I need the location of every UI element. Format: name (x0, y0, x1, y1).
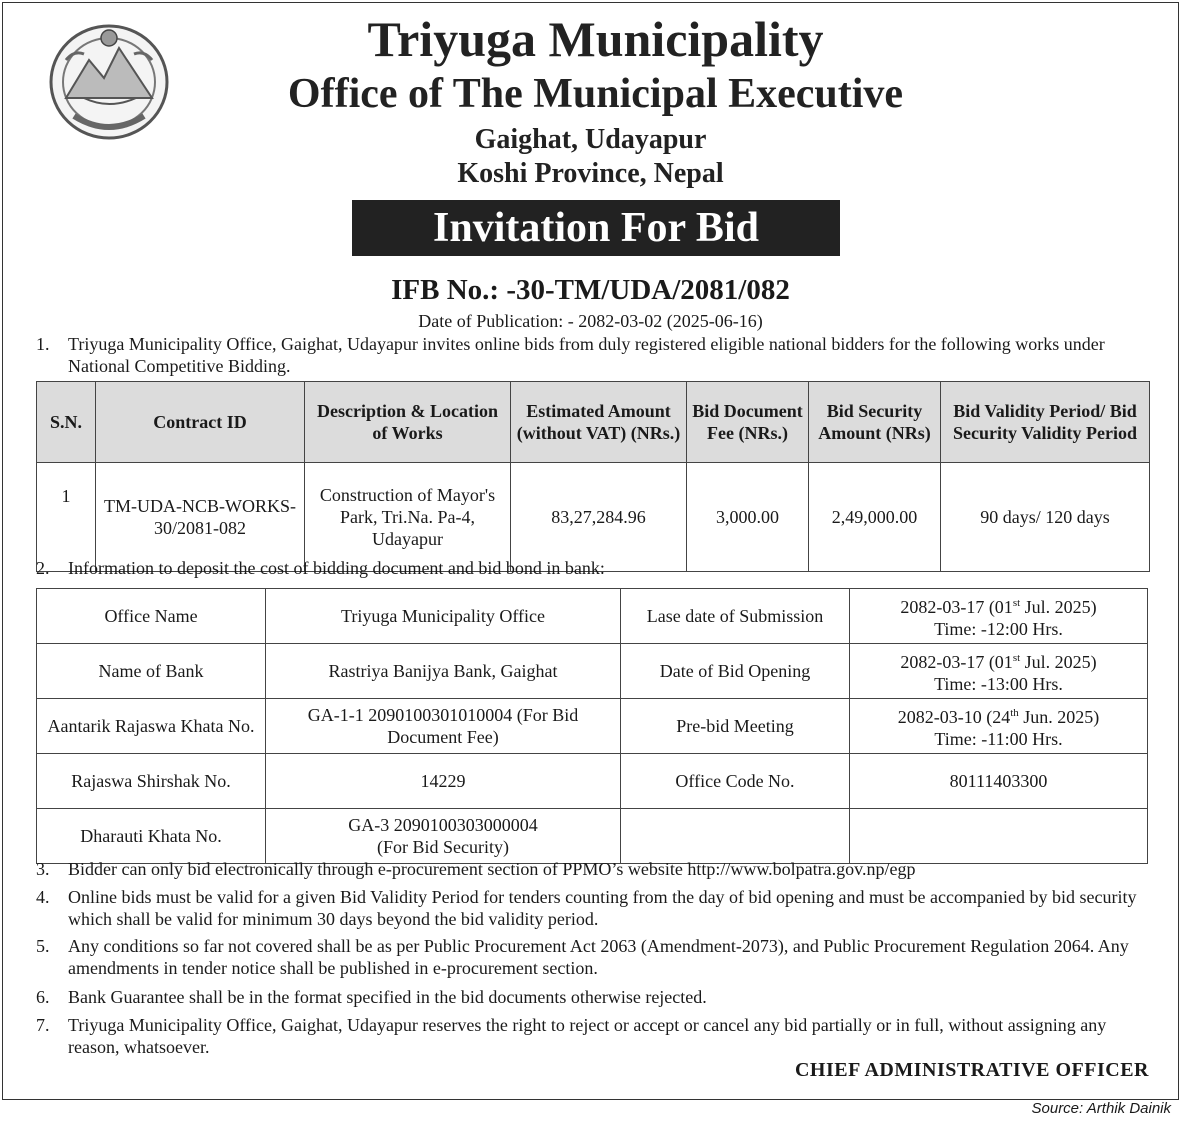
paragraph-number: 7. (36, 1015, 50, 1035)
date-rest: Jul. 2025) (1020, 597, 1097, 617)
col-header-contract-id: Contract ID (96, 382, 305, 463)
cell-estimated-amount: 83,27,284.96 (511, 463, 687, 572)
label-bank-name: Name of Bank (37, 644, 266, 699)
col-header-bid-security: Bid Security Amount (NRs) (809, 382, 941, 463)
paragraph-text: Triyuga Municipality Office, Gaighat, Udayapur reserves the right to reject or accept or cancel any bid partially or in full, without assigning any reason, whatsoever. (68, 1015, 1107, 1057)
table-row (37, 809, 1148, 864)
paragraph-7 (36, 1014, 1146, 1060)
paragraph-text: Online bids must be valid for a given Bid Validity Period for tenders counting from the day of bid opening and must be accompanied by bid security which shall be valid for minimum 30 days beyond the bid validity period. (68, 887, 1137, 929)
bank-info-table (36, 588, 1148, 864)
source-credit: Source: Arthik Dainik (1031, 1100, 1171, 1117)
empty-cell (850, 809, 1148, 864)
label-office-name: Office Name (37, 589, 266, 644)
value-aantarik-khata: GA-1-1 2090100301010004 (For Bid Document Fee) (266, 699, 621, 754)
paragraph-text: Bidder can only bid electronically through e-procurement section of PPMO’s website http://www.bolpatra.gov.np/egp (68, 859, 916, 879)
col-header-sn: S.N. (37, 382, 96, 463)
value-dharauti-khata (266, 809, 621, 864)
date-text: 2082-03-10 (24 (897, 707, 1011, 727)
account-number: GA-3 2090100303000004 (348, 815, 538, 835)
paragraph-text: Information to deposit the cost of bidding document and bid bond in bank: (68, 558, 605, 578)
paragraph-5 (36, 935, 1146, 981)
cell-description: Construction of Mayor's Park, Tri.Na. Pa-4, Udayapur (305, 463, 511, 572)
label-last-submission: Lase date of Submission (621, 589, 850, 644)
paragraph-number: 2. (36, 558, 50, 578)
signatory: CHIEF ADMINISTRATIVE OFFICER (794, 1059, 1149, 1081)
paragraph-text: Triyuga Municipality Office, Gaighat, Udayapur invites online bids from duly registered eligible national bidders for the following works under National Competitive Bidding. (68, 334, 1105, 376)
date-rest: Jun. 2025) (1018, 707, 1100, 727)
value-office-code: 80111403300 (850, 754, 1148, 809)
cell-bid-security: 2,49,000.00 (809, 463, 941, 572)
cell-contract-id: TM-UDA-NCB-WORKS-30/2081-082 (96, 463, 305, 572)
date-text: 2082-03-17 (01 (900, 652, 1013, 672)
publication-date: Date of Publication: - 2082-03-02 (2025-06-16) (418, 311, 763, 331)
office-subtitle: Office of The Municipal Executive (287, 71, 904, 117)
works-table (36, 381, 1150, 572)
time-text: Time: -11:00 Hrs. (934, 729, 1063, 749)
label-office-code: Office Code No. (621, 754, 850, 809)
col-header-bid-fee: Bid Document Fee (NRs.) (687, 382, 809, 463)
paragraph-text: Any conditions so far not covered shall be as per Public Procurement Act 2063 (Amendment-2073), and Public Procurement Regulation 2064. Any amendments in tender notice shall be published in e-procurement section. (68, 936, 1129, 978)
paragraph-number: 4. (36, 887, 50, 907)
paragraph-1 (36, 333, 1146, 379)
date-text: 2082-03-17 (01 (900, 597, 1013, 617)
value-rajaswa-shirshak: 14229 (266, 754, 621, 809)
address-line-2: Koshi Province, Nepal (457, 158, 724, 189)
paragraph-6 (36, 986, 1146, 1008)
paragraph-number: 5. (36, 936, 50, 956)
paragraph-3 (36, 858, 1146, 880)
paragraph-number: 3. (36, 859, 50, 879)
municipality-title: Triyuga Municipality (367, 11, 824, 67)
invitation-banner: Invitation For Bid (352, 200, 840, 256)
cell-validity: 90 days/ 120 days (941, 463, 1150, 572)
paragraph-text: Bank Guarantee shall be in the format specified in the bid documents otherwise rejected. (68, 987, 707, 1007)
ifb-number: IFB No.: -30-TM/UDA/2081/082 (391, 274, 790, 306)
label-rajaswa-shirshak: Rajaswa Shirshak No. (37, 754, 266, 809)
empty-cell (621, 809, 850, 864)
label-dharauti-khata: Dharauti Khata No. (37, 809, 266, 864)
label-pre-bid: Pre-bid Meeting (621, 699, 850, 754)
address-line-1: Gaighat, Udayapur (474, 124, 707, 155)
table-row (37, 699, 1148, 754)
value-bank-name: Rastriya Banijya Bank, Gaighat (266, 644, 621, 699)
paragraph-number: 1. (36, 334, 50, 354)
date-suffix: th (1010, 707, 1019, 719)
col-header-estimated-amount: Estimated Amount (without VAT) (NRs.) (511, 382, 687, 463)
col-header-validity: Bid Validity Period/ Bid Security Validity Period (941, 382, 1150, 463)
table-row (37, 463, 1150, 572)
value-bid-opening (850, 644, 1148, 699)
date-suffix: st (1012, 597, 1021, 609)
table-row (37, 644, 1148, 699)
label-bid-opening: Date of Bid Opening (621, 644, 850, 699)
time-text: Time: -12:00 Hrs. (934, 619, 1063, 639)
table-row (37, 589, 1148, 644)
label-aantarik-khata: Aantarik Rajaswa Khata No. (37, 699, 266, 754)
table-header-row (37, 382, 1150, 463)
paragraph-number: 6. (36, 987, 50, 1007)
account-note: (For Bid Security) (377, 837, 509, 857)
date-suffix: st (1012, 652, 1021, 664)
date-rest: Jul. 2025) (1020, 652, 1097, 672)
table-row (37, 754, 1148, 809)
cell-bid-fee: 3,000.00 (687, 463, 809, 572)
cell-sn: 1 (37, 463, 96, 572)
paragraph-4 (36, 886, 1150, 932)
value-pre-bid (850, 699, 1148, 754)
time-text: Time: -13:00 Hrs. (934, 674, 1063, 694)
value-last-submission (850, 589, 1148, 644)
value-office-name: Triyuga Municipality Office (266, 589, 621, 644)
paragraph-2 (36, 557, 1146, 579)
col-header-description: Description & Location of Works (305, 382, 511, 463)
